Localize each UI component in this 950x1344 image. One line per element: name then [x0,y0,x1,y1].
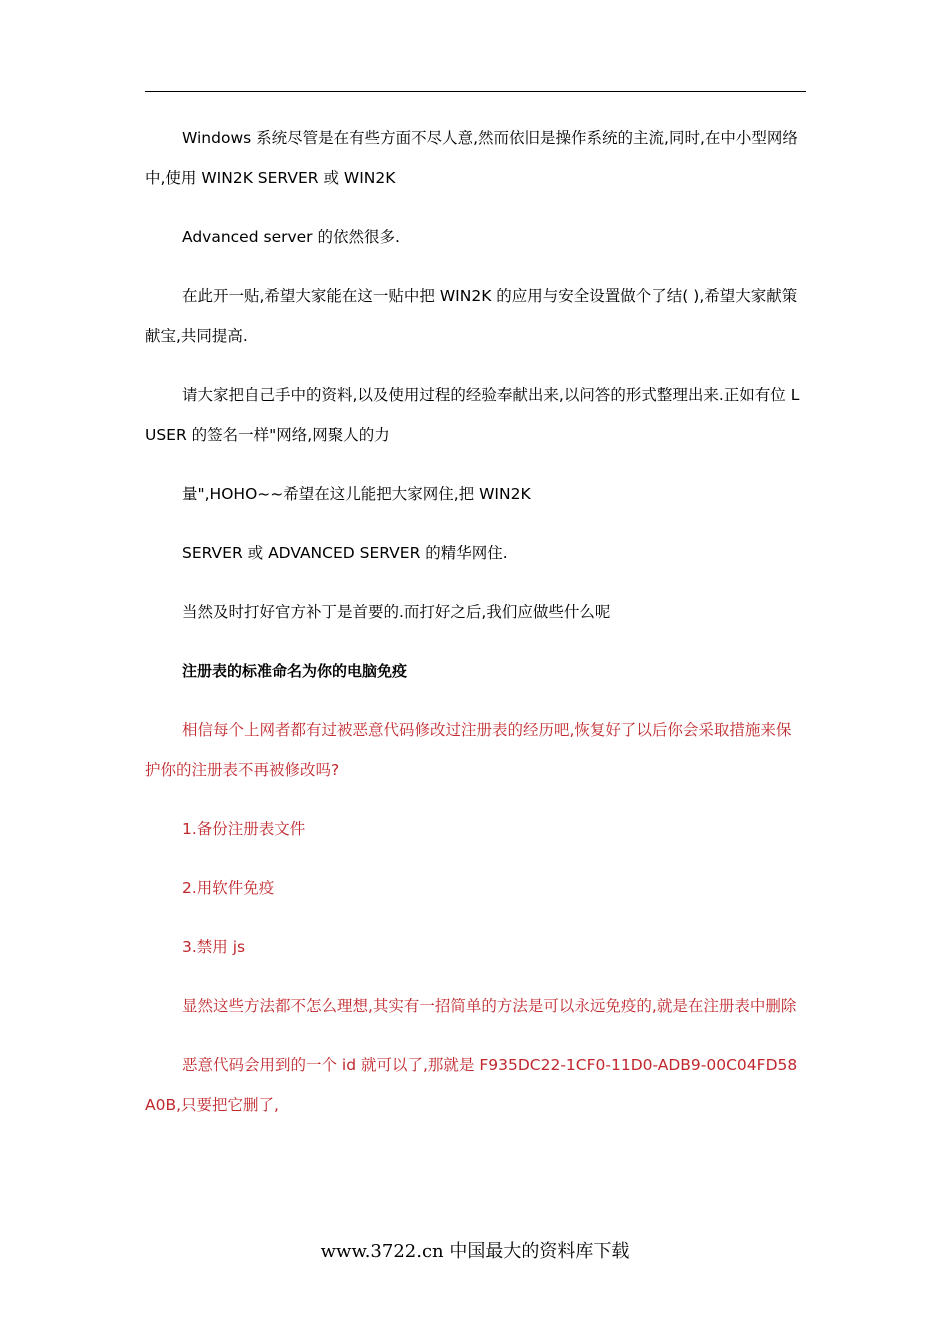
top-rule [145,91,806,92]
document-body [145,118,806,1144]
paragraph-essence: SERVER 或 ADVANCED SERVER 的精华网住. [182,544,508,562]
section-heading: 注册表的标准命名为你的电脑免疫 [182,662,408,680]
list-item-software: 2.用软件免疫 [182,879,275,897]
paragraph-advanced-server: Advanced server 的依然很多. [182,228,400,246]
paragraph-registry-intro: 相信每个上网者都有过被恶意代码修改过注册表的经历吧,恢复好了以后你会采取措施来保护你的注册表不再被修改吗? [145,721,792,779]
paragraph-patch: 当然及时打好官方补丁是首要的.而打好之后,我们应做些什么呢 [182,603,611,621]
paragraph-share-materials: 请大家把自己手中的资料,以及使用过程的经验奉献出来,以问答的形式整理出来.正如有位 LUSER 的签名一样"网络,网聚人的力 [145,386,800,444]
list-item-disable-js: 3.禁用 js [182,938,246,956]
paragraph-id-delete: 恶意代码会用到的一个 id 就可以了,那就是 F935DC22-1CF0-11D0-ADB9-00C04FD58A0B,只要把它删了, [145,1056,798,1114]
paragraph-open-thread: 在此开一贴,希望大家能在这一贴中把 WIN2K 的应用与安全设置做个了结( ),希望大家献策献宝,共同提高. [145,287,798,345]
paragraph-better-method: 显然这些方法都不怎么理想,其实有一招简单的方法是可以永远免疫的,就是在注册表中删除 [182,997,797,1015]
page-footer: www.3722.cn 中国最大的资料库下载 [320,1241,630,1262]
paragraph-intro: Windows 系统尽管是在有些方面不尽人意,然而依旧是操作系统的主流,同时,在中小型网络中,使用 WIN2K SERVER 或 WIN2K [145,129,798,187]
paragraph-hoho: 量",HOHO~~希望在这儿能把大家网住,把 WIN2K [182,485,531,503]
list-item-backup: 1.备份注册表文件 [182,820,306,838]
